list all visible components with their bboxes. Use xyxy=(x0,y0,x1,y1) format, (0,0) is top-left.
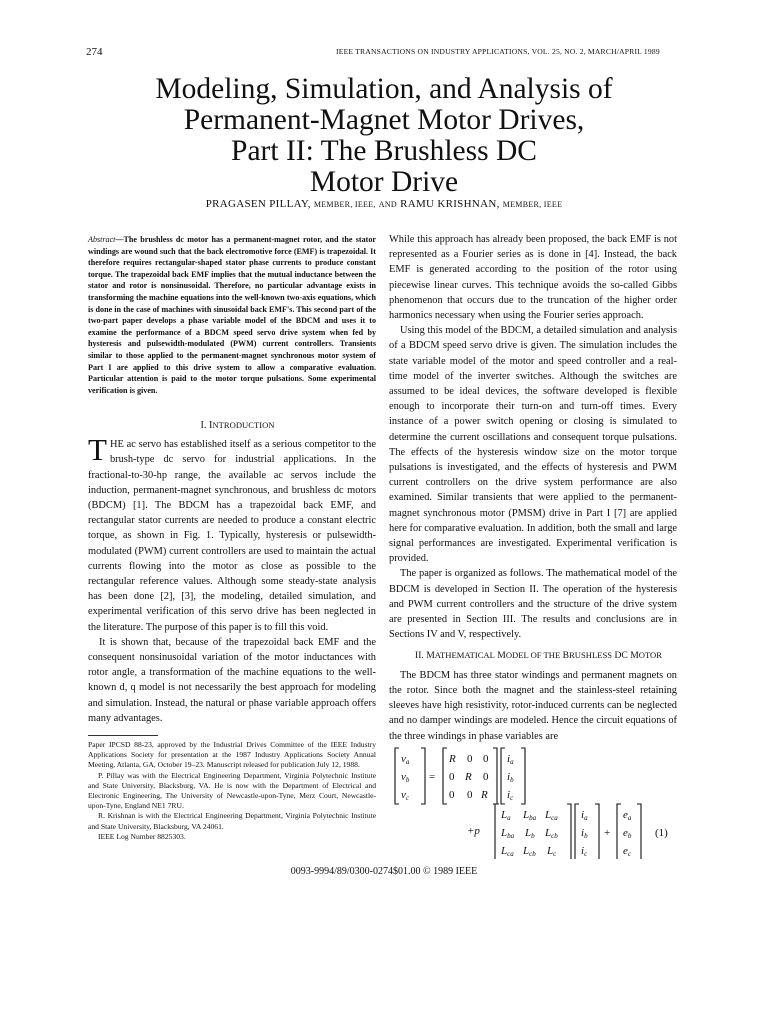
author-1: PRAGASEN PILLAY, xyxy=(205,198,311,210)
author-2: RAMU KRISHNAN, xyxy=(400,198,500,210)
back-emf-vector xyxy=(617,804,641,859)
l-32: Lcb xyxy=(523,845,536,858)
v-b: vb xyxy=(401,771,410,784)
right-column xyxy=(389,232,677,744)
section-2-heading: II. MATHEMATICAL MODEL OF THE BRUSHLESS DC MOTOR xyxy=(415,650,662,662)
right-paragraph-1: While this approach has already been proposed, the back EMF is not represented as a Fourier series as is done in [4]. Instead, the back EMF is generated according to the position of the rotor using piecewise linear curves. This technique avoids the so-called Gibbs phenomenon that occurs due to the truncation of the higher order harmonics necessary when using the Fourier series approach. xyxy=(389,234,677,322)
e-a: ea xyxy=(623,809,632,822)
r-23: 0 xyxy=(483,771,489,783)
resistance-matrix xyxy=(443,748,497,804)
i2-a: ia xyxy=(581,809,588,822)
l-22: Lb xyxy=(525,827,535,840)
title-line-3: Part II: The Brushless DC xyxy=(231,135,537,167)
title-line-4: Motor Drive xyxy=(309,166,459,198)
author-2-grade: MEMBER, IEEE xyxy=(502,200,563,209)
copyright-line: 0093-9994/89/0300-0274$01.00 © 1989 IEEE xyxy=(290,866,478,877)
r-33: R xyxy=(481,789,488,801)
section-1-heading: I. INTRODUCTION xyxy=(200,420,275,431)
plus-p: +p xyxy=(467,825,480,837)
current-vector-2 xyxy=(575,804,599,859)
title-line-1: Modeling, Simulation, and Analysis of xyxy=(155,73,613,105)
r-12: 0 xyxy=(467,753,473,765)
r-22: R xyxy=(465,771,472,783)
footnote xyxy=(88,740,376,842)
author-line xyxy=(120,198,648,210)
l-11: La xyxy=(501,809,511,822)
l-13: Lca xyxy=(545,809,558,822)
i-c: ic xyxy=(507,789,514,802)
footnote-paper-info: Paper IPCSD 88-23, approved by the Industrial Drives Committee of the IEEE Industry Applications Society for presentation at the 1987 Industry Applications Society Annual Meeting, Atlanta, GA, October 19–23. Manuscript released for publication July 12, 1988. xyxy=(88,740,376,770)
paper-title xyxy=(120,74,648,198)
l-21: Lba xyxy=(501,827,515,840)
drop-cap: T xyxy=(88,432,107,468)
i2-c: ic xyxy=(581,845,588,858)
r-13: 0 xyxy=(483,753,489,765)
intro-paragraph-2: It is shown that, because of the trapezoidal back EMF and the consequent nonsinusoidal variation of the motor inductances with rotor angle, a transformation of the machine equations to the well-known d, q model is not necessarily the best approach for modeling and simulation. Instead, the natural or phase variable approach offers many advantages. xyxy=(88,636,376,724)
i-a: ia xyxy=(507,753,514,766)
footnote-log-number: IEEE Log Number 8825303. xyxy=(98,831,186,841)
footnote-rule xyxy=(88,735,158,736)
e-c: ec xyxy=(623,845,631,858)
e-b: eb xyxy=(623,827,632,840)
l-23: Lcb xyxy=(545,827,558,840)
v-c: vc xyxy=(401,789,409,802)
footnote-pillay: P. Pillay was with the Electrical Engineering Department, Virginia Polytechnic Institute and State University, Blacksburg, VA. He is now with the Department of Electrical and Electronic Engineering, The University of Newcastle-upon-Tyne, Merz Court, Newcastle-upon-Tyne, England NE1 7RU. xyxy=(88,770,376,811)
intro-paragraph-1: THE ac servo has established itself as a serious competitor to the brush-type dc servo for industrial applications. In the fractional-to-30-hp range, the available ac servos include the induction, permanent-magnet synchronous, and brushless dc motors (BDCM) [1]. The BDCM has a trapezoidal back EMF, and rectangular stator currents are needed to produce a constant electric torque, as shown in Fig. 1. Typically, hysteresis or pulsewidth-modulated (PWM) current controllers are used to maintain the actual currents flowing into the motor as close as possible to the rectangular reference values. Although some steady-state analysis has been done [2], [3], the modeling, detailed simulation, and experimental verification of this servo drive has been neglected in the literature. The purpose of this paper is to fill this void. xyxy=(88,432,376,633)
abstract xyxy=(88,234,376,396)
abstract-lead: Abstract xyxy=(88,235,116,244)
page-number: 274 xyxy=(86,46,103,58)
right-paragraph-3: The paper is organized as follows. The mathematical model of the BDCM is developed in Section II. The operation of the hysteresis and PWM current controllers and the structure of the drive system are presented in Section III. The results and conclusions are in Sections IV and V, respectively. xyxy=(389,568,677,641)
inductance-matrix xyxy=(495,804,571,859)
equals-sign: = xyxy=(429,771,436,783)
author-and: AND xyxy=(378,200,398,209)
r-32: 0 xyxy=(467,789,473,801)
plus-sign: + xyxy=(604,827,611,839)
footnote-krishnan: R. Krishnan is with the Electrical Engineering Department, Virginia Polytechnic Institute and State University, Blacksburg, VA 24061. xyxy=(88,811,376,831)
r-31: 0 xyxy=(449,789,455,801)
i2-b: ib xyxy=(581,827,588,840)
journal-header: IEEE TRANSACTIONS ON INDUSTRY APPLICATIONS, VOL. 25, NO. 2, MARCH/APRIL 1989 xyxy=(336,47,660,56)
l-12: Lba xyxy=(523,809,537,822)
l-33: Lc xyxy=(547,845,557,858)
section-2-paragraph-1: The BDCM has three stator windings and permanent magnets on the rotor. Since both the magnet and the stainless-steel retaining sleeves have high resistivity, rotor-induced currents can be neglected and no damper windings are modeled. Hence the circuit equations of the three windings in phase variables are xyxy=(389,669,677,742)
i-b: ib xyxy=(507,771,514,784)
v-a: va xyxy=(401,753,410,766)
r-11: R xyxy=(449,753,456,765)
author-1-grade: MEMBER, IEEE, xyxy=(313,200,376,209)
section-introduction xyxy=(88,418,376,726)
abstract-text: —The brushless dc motor has a permanent-magnet rotor, and the stator windings are wound such that the back electromotive force (EMF) is trapezoidal. It therefore requires rectangular-shaped stator phase currents to produce constant torque. The trapezoidal back EMF implies that the mutual inductance between the stator and rotor is nonsinusoidal. Therefore, no particular advantage exists in transforming the machine equations into the well-known two-axis equations, which is done in the case of machines with sinusoidal back EMF's. This second part of the two-part paper develops a phase variable model of the BDCM and uses it to examine the performance of a BDCM speed servo drive system when fed by hysteresis and pulsewidth-modulated (PWM) current controllers. Transients similar to those applied to the permanent-magnet synchronous motor system of Part I are applied to this drive system to allow a comparative evaluation. Particular attention is paid to the motor torque pulsations. Some experimental verification is given. xyxy=(88,235,376,395)
title-line-2: Permanent-Magnet Motor Drives, xyxy=(183,104,585,136)
equation-number: (1) xyxy=(655,827,668,839)
r-21: 0 xyxy=(449,771,455,783)
equation-1 xyxy=(385,744,685,859)
current-vector-1 xyxy=(501,748,525,804)
l-31: Lca xyxy=(501,845,514,858)
voltage-vector xyxy=(395,748,425,804)
right-paragraph-2: Using this model of the BDCM, a detailed simulation and analysis of a BDCM speed servo drive is given. The simulation includes the state variable model of the motor and speed controller and a real-time model of the inverter switches. Although the switches are assumed to be ideal devices, the software developed is flexible enough to incorporate their turn-on and turn-off times. Every instance of a power switch opening or closing is simulated to determine the current oscillations and consequent torque pulsations. The effects of the hysteresis window size on the motor torque pulsations is investigated, and the effects of hysteresis and PWM current controllers on the drive system performance are also examined. Similar transients that were applied to the permanent-magnet synchronous motor (PMSM) drive in Part I [7] are applied here for comparative evaluation. In addition, both the small and large signal performances are investigated. Experimental verification is provided. xyxy=(389,325,677,565)
